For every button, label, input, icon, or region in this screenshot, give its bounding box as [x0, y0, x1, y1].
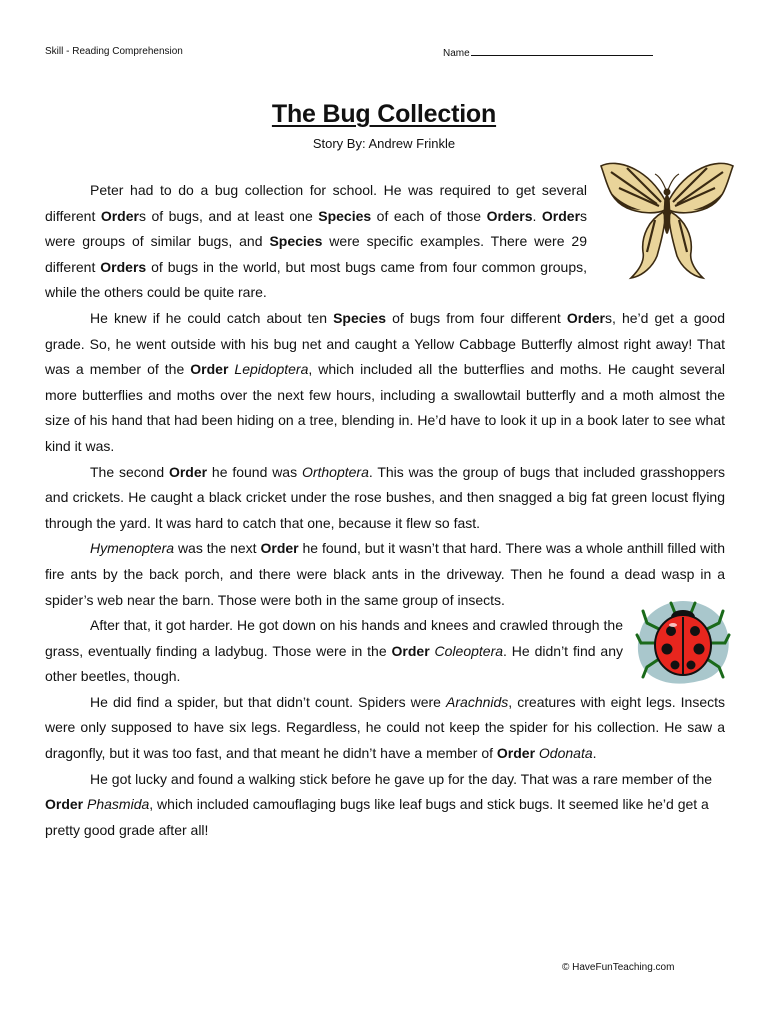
paragraph-6: He did find a spider, but that didn’t count. Spiders were Arachnids, creatures with eight legs. Insects were only supposed to have six legs. Regardless, he could not keep the spider for his collection. He saw a dragonfly, but it was too fast, and that meant he didn’t have a member of Order Odonata. — [45, 693, 725, 762]
paragraph-1: Peter had to do a bug collection for school. He was required to get several different Orders of bugs, and at least one Species of each of those Orders. Orders were groups of similar bugs, and Species were specific examples. There were 29 different Orders of bugs in the world, but most bugs came from four common groups, while the others could be quite rare. — [45, 182, 588, 301]
paragraph-5: After that, it got harder. He got down on his hands and knees and crawled through the grass, eventually finding a ladybug. Those were in the Order Coleoptera. He didn’t find any other beetles, though. — [45, 617, 623, 685]
story-byline: Story By: Andrew Frinkle — [312, 136, 456, 151]
copyright-footer: © HaveFunTeaching.com — [562, 962, 675, 973]
paragraph-4: Hymenoptera was the next Order he found, but it wasn’t that hard. There was a whole anthill filled with fire ants by the back porch, and there were black ants in the driveway. Then he found a dead wasp in a spider’s web near the barn. Those were both in the same group of insects. — [45, 540, 725, 608]
skill-label: Skill - Reading Comprehension — [45, 46, 183, 57]
name-field[interactable] — [443, 46, 653, 59]
page-header — [45, 46, 768, 62]
story-title: The Bug Collection — [271, 100, 497, 128]
paragraph-2: He knew if he could catch about ten Species of bugs from four different Orders, he’d get a good grade. So, he went outside with his bug net and caught a Yellow Cabbage Butterfly almost right away! That was a member of the Order Lepidoptera, which included all the butterflies and moths. He caught several more butterflies and moths over the next few hours, including a swallowtail butterfly and a moth almost the size of his hand that had been hiding on a tree, blending in. He’d have to look it up in a book later to see what kind it was. — [45, 309, 725, 454]
name-label: Name — [443, 48, 470, 59]
paragraph-7: He got lucky and found a walking stick before he gave up for the day. That was a rare member of the Order Phasmida, which included camouflaging bugs like leaf bugs and stick bugs. It seemed like he’d get a pretty good grade after all! — [45, 770, 713, 838]
butterfly-illustration — [597, 160, 737, 288]
story-body — [45, 178, 725, 843]
name-line[interactable] — [471, 46, 653, 56]
ladybug-illustration — [633, 597, 733, 685]
paragraph-3: The second Order he found was Orthoptera. This was the group of bugs that included grasshoppers and crickets. He caught a black cricket under the rose bushes, and then snagged a big fat green locust flying through the yard. It was hard to catch that one, because it flew so fast. — [45, 463, 726, 531]
